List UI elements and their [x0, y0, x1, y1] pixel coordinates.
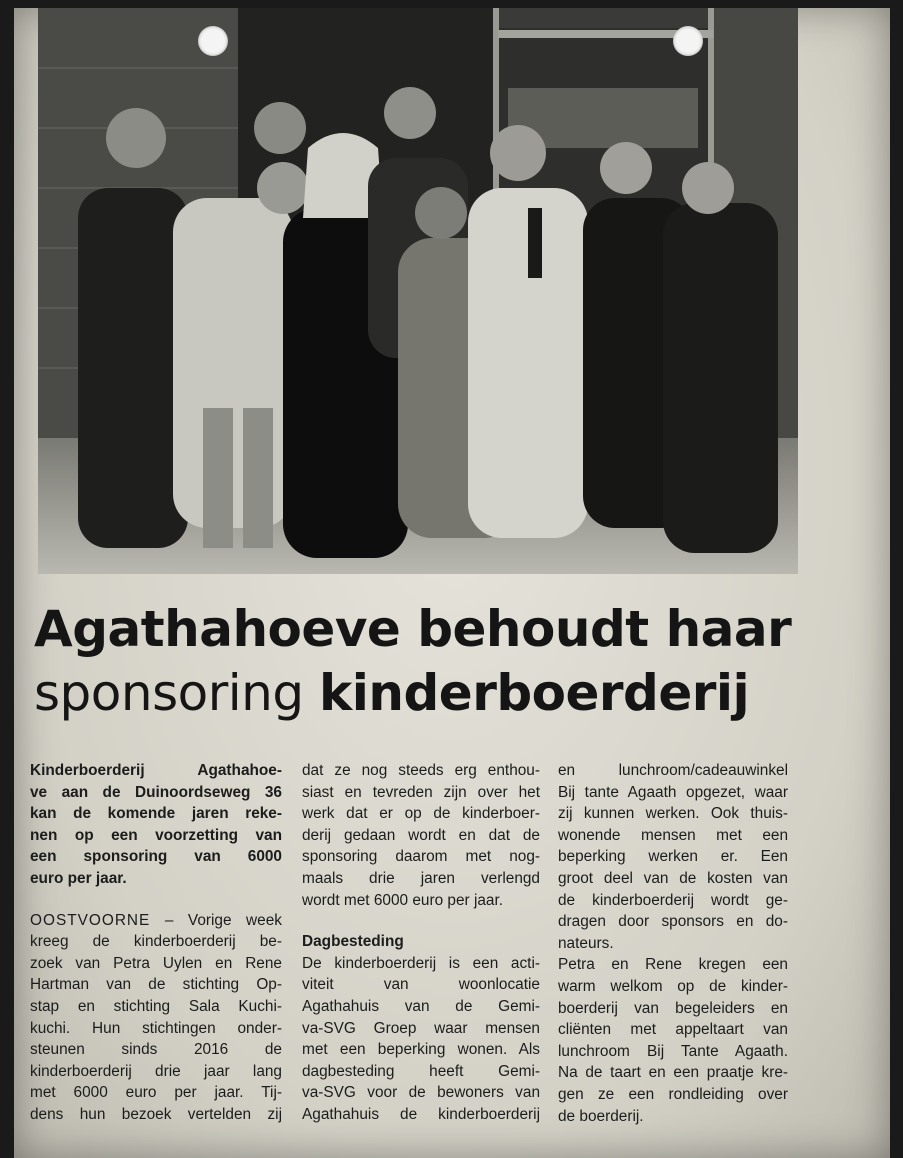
text-line: dragen door sponsors en do- — [558, 913, 788, 931]
text-line: lunchroom Bij Tante Agaath. — [558, 1042, 788, 1060]
text-line: met een beperking wonen. Als — [302, 1041, 540, 1059]
text-line: zoek van Petra Uylen en Rene — [30, 954, 282, 972]
text-line: OOSTVOORNE – Vorige week — [30, 911, 282, 929]
text-line: Na de taart en een praatje kre- — [558, 1064, 788, 1082]
text-line: Agathahuis van de Gemi- — [302, 997, 540, 1015]
text-line: en lunchroom/cadeauwinkel — [558, 762, 788, 779]
text-line: va-SVG Groep waar mensen — [302, 1019, 540, 1037]
text-line: Petra en Rene kregen een — [558, 956, 788, 974]
headline-line-2 — [34, 664, 834, 722]
text-line: Hartman van de stichting Op- — [30, 976, 282, 994]
text-line: steunen sinds 2016 de — [30, 1041, 282, 1059]
text-line: sponsoring daarom met nog- — [302, 848, 540, 866]
text-line: cliënten met appeltaart van — [558, 1021, 788, 1039]
text-line: wordt met 6000 euro per jaar. — [302, 891, 504, 909]
text-line: boerderij van begeleiders en — [558, 999, 788, 1017]
text-line: De kinderboerderij is een acti- — [302, 954, 540, 972]
headline-light-word: sponsoring — [34, 664, 304, 722]
text-line: euro per jaar. — [30, 869, 127, 887]
headline-bold-word: kinderboerderij — [319, 664, 750, 722]
text-line: ve aan de Duinoordseweg 36 — [30, 783, 282, 801]
text-line: Agathahuis de kinderboerderij — [302, 1105, 540, 1123]
text-line: dagbesteding heeft Gemi- — [302, 1062, 540, 1080]
text-line: de kinderboerderij wordt ge- — [558, 891, 788, 909]
dateline-place: OOSTVOORNE — [30, 911, 151, 929]
article-headline — [34, 600, 834, 722]
text-line: werk dat er op de kinderboer- — [302, 805, 540, 823]
text-line: nen op een voorzetting van — [30, 826, 282, 844]
punch-hole — [673, 26, 703, 56]
text-line: viteit van woonlocatie — [302, 976, 540, 994]
text-line: beperking werken er. Een — [558, 848, 788, 866]
text-line: gen ze een rondleiding over — [558, 1085, 788, 1103]
text-line: stap en stichting Sala Kuchi- — [30, 997, 282, 1015]
text-line: dens hun bezoek vertelden zij — [30, 1105, 282, 1123]
text-line: groot deel van de kosten van — [558, 869, 788, 887]
text-line: maals drie jaren verlengd — [302, 869, 540, 887]
punch-hole — [198, 26, 228, 56]
text-line: kinderboerderij drie jaar lang — [30, 1062, 282, 1080]
text-line: Kinderboerderij Agathahoe- — [30, 762, 282, 779]
text-line: kreeg de kinderboerderij be- — [30, 933, 282, 951]
article-column-1 — [30, 760, 282, 1126]
headline-line-1: Agathahoeve behoudt haar — [34, 600, 792, 658]
text-line: va-SVG voor de bewoners van — [302, 1084, 540, 1102]
text-line: siast en tevreden zijn over het — [302, 783, 540, 801]
group-photo — [38, 8, 798, 574]
text-line: een sponsoring van 6000 — [30, 848, 282, 866]
text-line: derij gedaan wordt en dat de — [302, 826, 540, 844]
text-line: wonende mensen met een — [558, 826, 788, 844]
text-line: met 6000 euro per jaar. Tij- — [30, 1084, 282, 1102]
text-line: nateurs. — [558, 934, 614, 952]
article-intro — [30, 760, 282, 890]
photo-illustration — [38, 8, 798, 574]
text-line: dat ze nog steeds erg enthou- — [302, 762, 540, 779]
text-line: zij kunnen werken. Ook thuis- — [558, 805, 788, 823]
text-line: Bij tante Agaath opgezet, waar — [558, 783, 788, 801]
text-line: kuchi. Hun stichtingen onder- — [30, 1019, 282, 1037]
text-line: kan de komende jaren reke- — [30, 805, 282, 823]
text-line: de boerderij. — [558, 1107, 644, 1125]
text-line: warm welkom op de kinder- — [558, 977, 788, 995]
article-column-3 — [558, 760, 788, 1127]
subheading: Dagbesteding — [302, 933, 404, 951]
article-column-2 — [302, 760, 540, 1126]
